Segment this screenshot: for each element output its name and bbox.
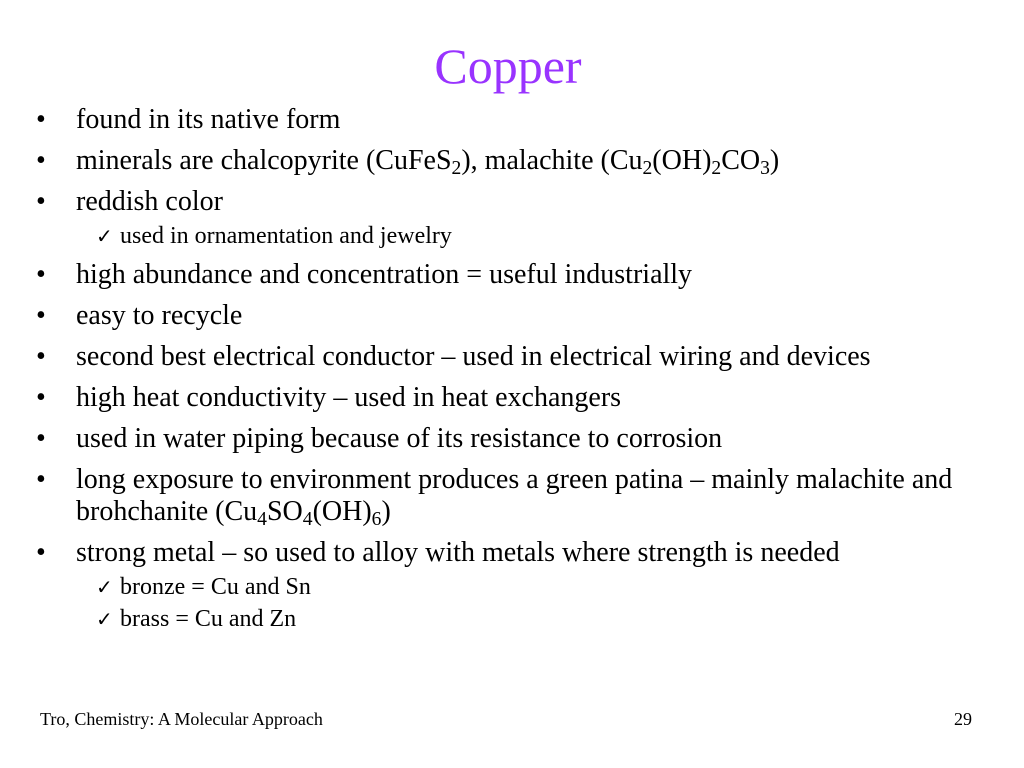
- bullet-marker: •: [36, 382, 46, 413]
- bullet-marker: •: [36, 104, 46, 135]
- bullet-text: found in its native form: [76, 104, 341, 135]
- bullet-marker: •: [36, 341, 46, 372]
- subscript: 4: [302, 508, 313, 530]
- page-number: 29: [954, 709, 972, 729]
- sub-bullet-text: used in ornamentation and jewelry: [120, 223, 452, 249]
- sub-bullet-ornamentation: [36, 222, 996, 250]
- bullet-text: [76, 145, 780, 179]
- text-run: long exposure to environment produces a green patina – mainly malachite and brohchanite (Cu: [76, 464, 953, 527]
- text-run: (OH): [652, 145, 712, 176]
- bullet-text: strong metal – so used to alloy with metals where strength is needed: [76, 537, 840, 568]
- text-run: ): [769, 145, 780, 176]
- text-run: SO: [266, 496, 303, 527]
- subscript: 6: [371, 508, 382, 530]
- bullet-text: easy to recycle: [76, 300, 243, 331]
- bullet-green-patina: [36, 464, 996, 528]
- subscript: 2: [711, 157, 722, 179]
- bullet-electrical-conductor: [36, 341, 996, 373]
- bullet-water-piping: [36, 423, 996, 455]
- slide-title: Copper: [434, 38, 582, 94]
- text-run: minerals are chalcopyrite (CuFeS: [76, 145, 452, 176]
- text-run: ), malachite (Cu: [461, 145, 643, 176]
- sub-bullet-brass: [36, 605, 996, 633]
- footer-source: Tro, Chemistry: A Molecular Approach: [40, 709, 323, 729]
- bullet-text: high abundance and concentration = useful industrially: [76, 259, 693, 290]
- sub-bullet-bronze: [36, 573, 996, 601]
- check-icon: ✓: [96, 575, 113, 599]
- sub-bullet-text: bronze = Cu and Sn: [120, 574, 311, 600]
- check-icon: ✓: [96, 607, 113, 631]
- bullet-text: [76, 464, 953, 530]
- text-run: (OH): [312, 496, 372, 527]
- subscript: 2: [642, 157, 653, 179]
- bullet-marker: •: [36, 423, 46, 454]
- bullet-reddish-color: [36, 186, 996, 218]
- sub-bullet-text: brass = Cu and Zn: [120, 606, 297, 632]
- bullet-text: used in water piping because of its resistance to corrosion: [76, 423, 723, 454]
- bullet-minerals: [36, 145, 996, 177]
- text-run: ): [381, 496, 391, 527]
- bullet-abundance: [36, 259, 996, 291]
- bullet-recycle: [36, 300, 996, 332]
- bullet-native-form: [36, 104, 996, 136]
- bullet-heat-conductivity: [36, 382, 996, 414]
- subscript: 3: [760, 157, 770, 179]
- bullet-text: second best electrical conductor – used in electrical wiring and devices: [76, 341, 871, 372]
- bullet-text: high heat conductivity – used in heat exchangers: [76, 382, 622, 413]
- bullet-list: [36, 95, 996, 633]
- bullet-marker: •: [36, 259, 46, 290]
- bullet-strong-metal: [36, 537, 996, 569]
- bullet-marker: •: [36, 300, 46, 331]
- bullet-marker: •: [36, 464, 46, 495]
- bullet-text: reddish color: [76, 186, 223, 217]
- bullet-marker: •: [36, 537, 46, 568]
- text-run: CO: [721, 145, 761, 176]
- subscript: 4: [257, 508, 267, 530]
- bullet-marker: •: [36, 145, 46, 176]
- check-icon: ✓: [96, 224, 113, 248]
- bullet-marker: •: [36, 186, 46, 217]
- subscript: 2: [451, 157, 462, 179]
